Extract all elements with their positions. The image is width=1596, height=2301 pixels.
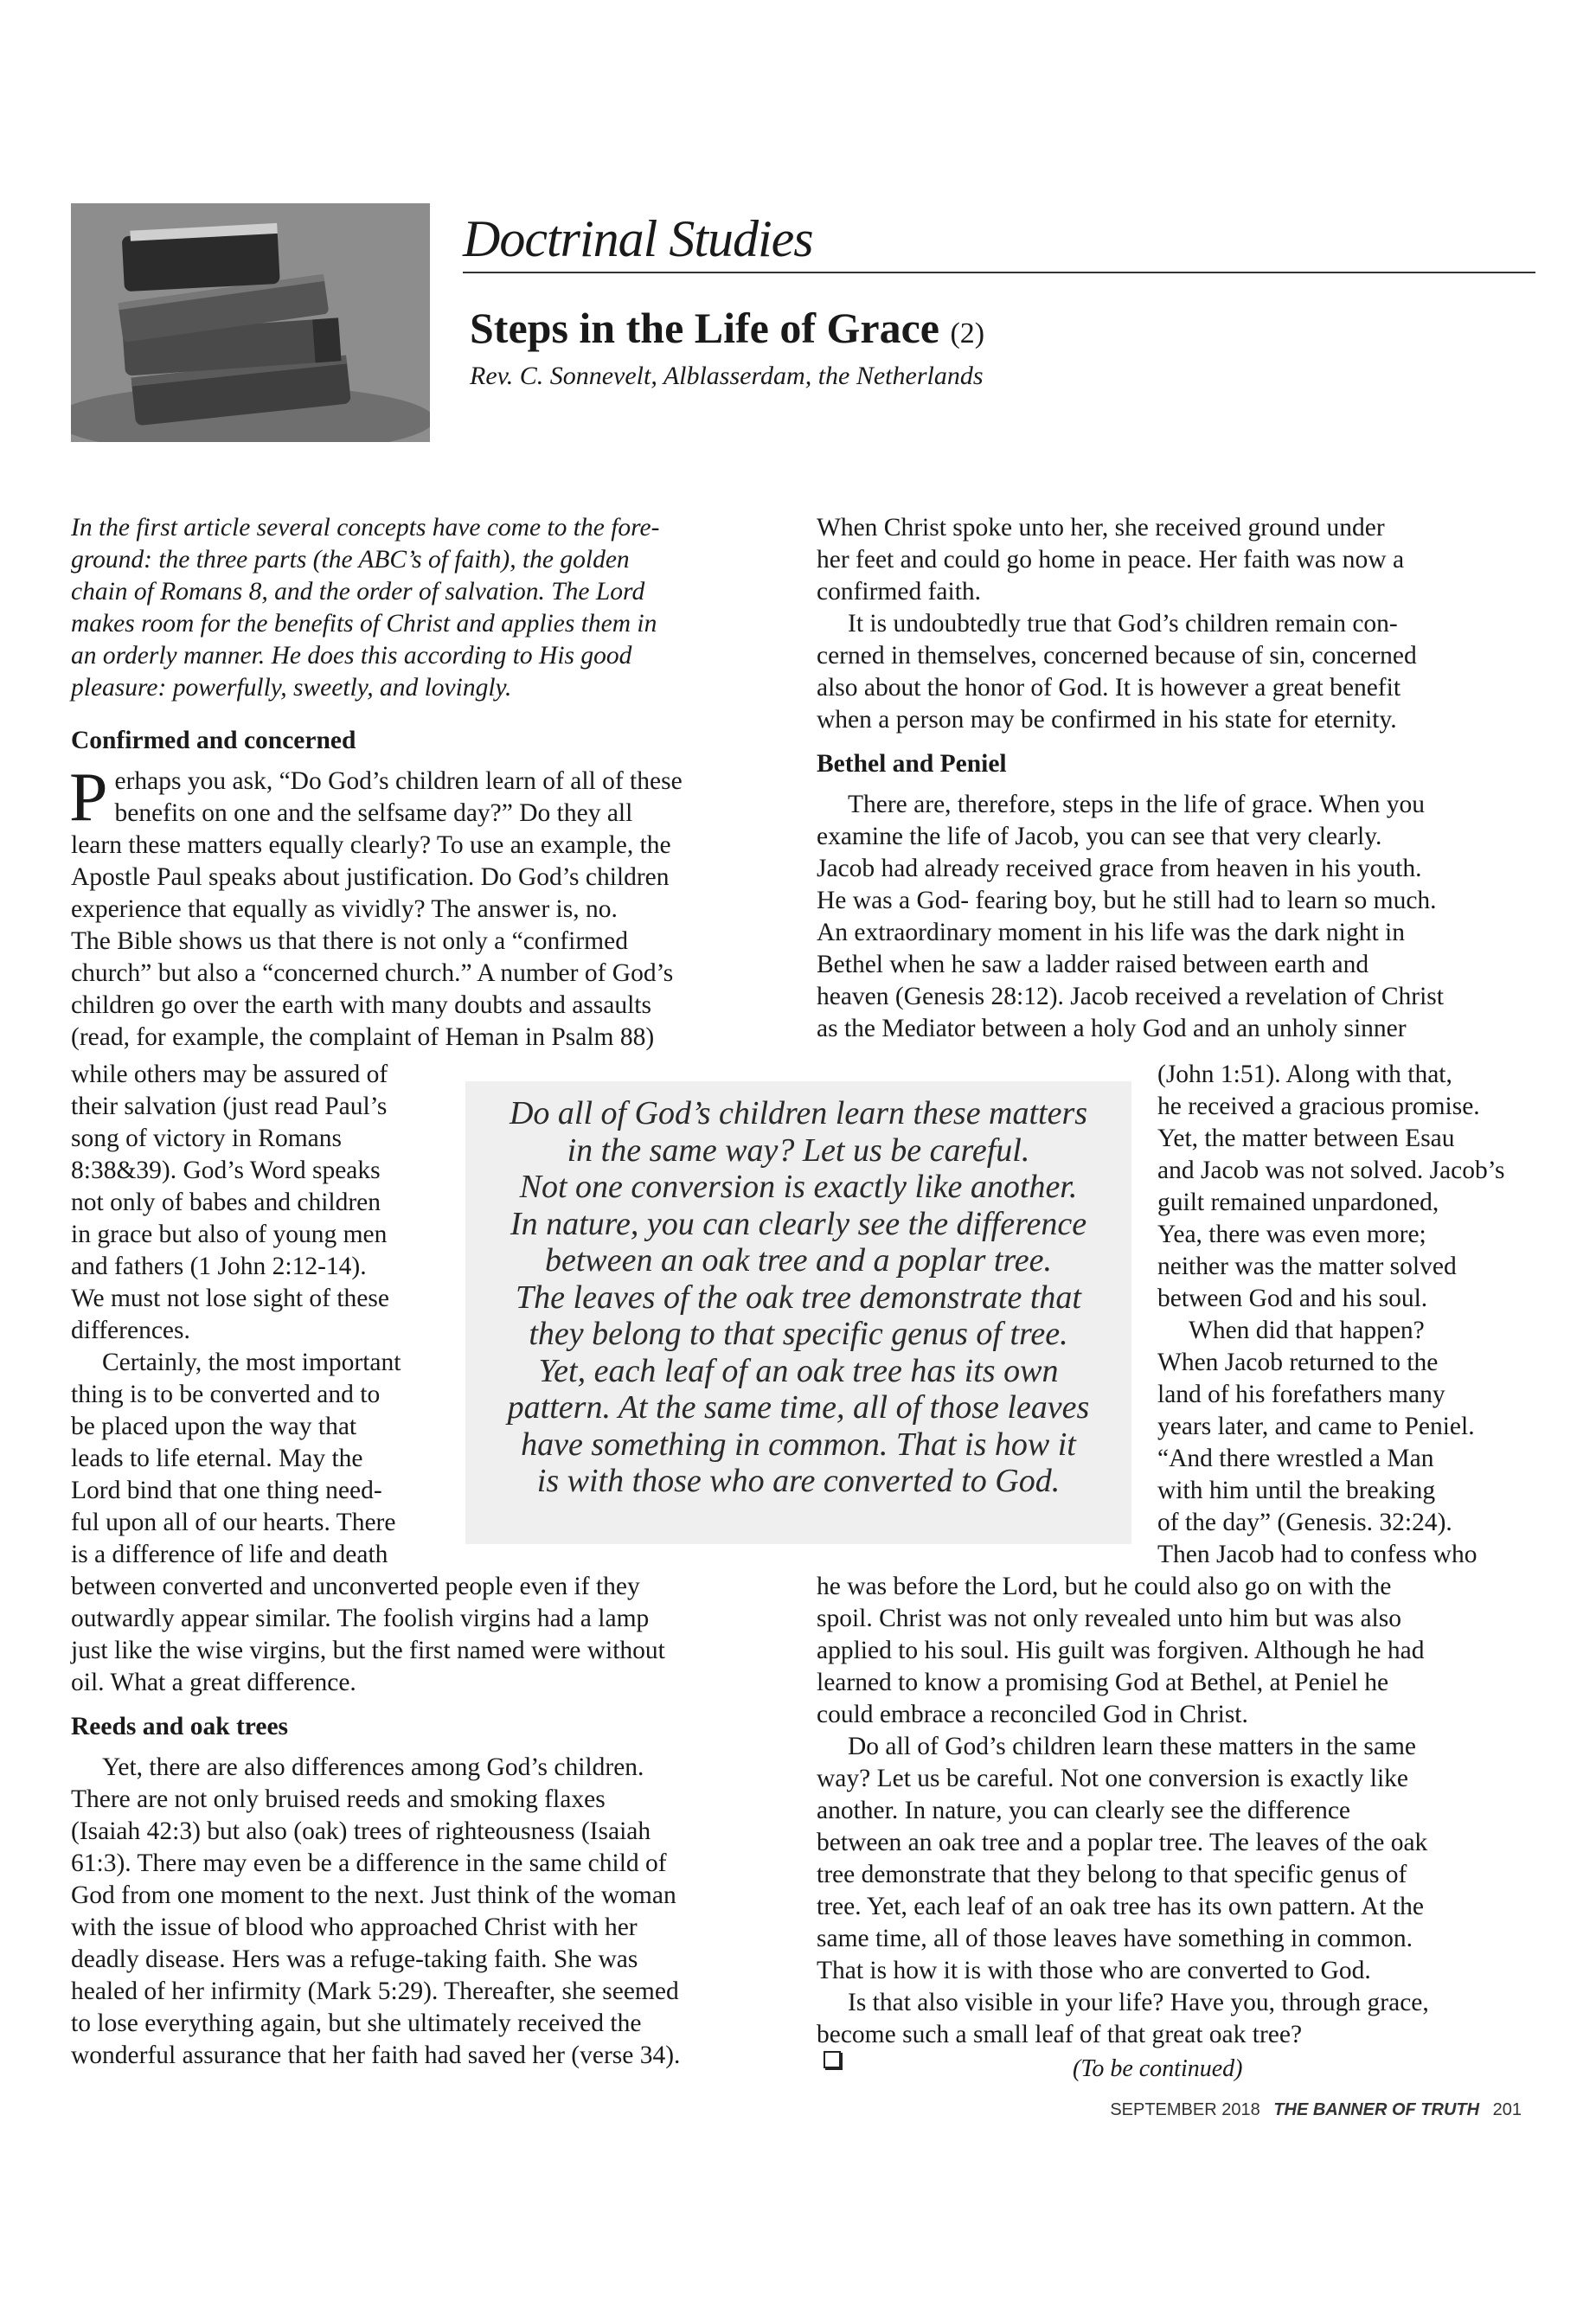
pull-quote-line: Yet, each leaf of an oak tree has its own [538,1352,1059,1389]
intro-paragraph [71,512,754,704]
text-line: There are not only bruised reeds and smoking flaxes [71,1785,606,1813]
text-line: with him until the breaking [1157,1477,1436,1504]
text-line: Bethel when he saw a ladder raised between earth and [817,951,1369,978]
pull-quote-line: In nature, you can clearly see the difference [510,1205,1087,1242]
text-line: The Bible shows us that there is not only a “confirmed [71,927,628,955]
left-column-bottom [71,1571,798,2072]
drop-cap: P [69,760,108,836]
text-line: years later, and came to Peniel. [1157,1413,1475,1440]
text-line: Yet, there are also differences among God’s children. [102,1753,644,1781]
heading-reeds: Reeds and oak trees [71,1713,289,1740]
pull-quote-line: between an oak tree and a poplar tree. [544,1242,1053,1279]
text-line: Do all of God’s children learn these matters in the same [848,1733,1416,1760]
text-line: in grace but also of young men [71,1221,388,1248]
text-line: and fathers (1 John 2:12-14). [71,1253,367,1280]
text-line: Yet, the matter between Esau [1157,1125,1455,1152]
right-column-narrow [1157,1059,1538,1571]
pull-quote-line: is with those who are converted to God. [536,1463,1061,1499]
text-line: not only of babes and children [71,1189,381,1216]
page-number: 201 [1492,2100,1522,2119]
left-column-narrow [71,1059,452,1571]
text-line: confirmed faith. [817,578,982,606]
text-line: while others may be assured of [71,1061,388,1088]
text-line: Lord bind that one thing need- [71,1477,382,1504]
text-line: children go over the earth with many doubts and assaults [71,991,651,1019]
text-line: their salvation (just read Paul’s [71,1093,388,1120]
text-line: “And there wrestled a Man [1157,1445,1434,1472]
footer-publication: THE BANNER OF TRUTH [1273,2100,1480,2119]
text-line: wonderful assurance that her faith had saved her (verse 34). [71,2041,681,2069]
text-line: It is undoubtedly true that God’s children remain con- [848,610,1398,638]
books-photo [71,203,430,442]
text-line-content: become such a small leaf of that great oak tree? [817,2021,1303,2048]
pull-quote-line: in the same way? Let us be careful. [567,1131,1030,1169]
text-line: tree. Yet, each leaf of an oak tree has its own pattern. At the [817,1893,1425,1920]
intro-line: pleasure: powerfully, sweetly, and lovingly. [71,674,512,702]
heading-bethel: Bethel and Peniel [817,750,1007,778]
text-line: When Jacob returned to the [1157,1349,1439,1376]
text-line: as the Mediator between a holy God and an unholy sinner [817,1015,1407,1042]
author-line: Rev. C. Sonnevelt, Alblasserdam, the Netherlands [470,362,984,390]
text-line: guilt remained unpardoned, [1157,1189,1439,1216]
left-column-top [71,725,780,1054]
text-line: song of victory in Romans [71,1125,343,1152]
text-line: spoil. Christ was not only revealed unto him but was also [817,1605,1401,1632]
text-line: outwardly appear similar. The foolish virgins had a lamp [71,1605,650,1632]
text-line: applied to his soul. His guilt was forgiven. Although he had [817,1637,1425,1664]
article-part: (2) [950,317,985,349]
text-line: examine the life of Jacob, you can see that very clearly. [817,823,1382,850]
text-line: That is how it is with those who are converted to God. [817,1957,1371,1984]
heading-confirmed: Confirmed and concerned [71,727,356,754]
text-line: differences. [71,1317,190,1344]
article-title [470,303,984,353]
intro-line: makes room for the benefits of Christ and applies them in [71,610,657,638]
pull-quote-line: Not one conversion is exactly like another. [519,1169,1078,1205]
text-line: An extraordinary moment in his life was the dark night in [817,919,1405,946]
text-line: of the day” (Genesis. 32:24). [1157,1509,1452,1536]
page-footer [1110,2100,1522,2120]
intro-line: chain of Romans 8, and the order of salvation. The Lord [71,578,645,606]
text-line: also about the honor of God. It is however a great benefit [817,674,1401,702]
text-line: could embrace a reconciled God in Christ. [817,1701,1248,1728]
text-line: (read, for example, the complaint of Heman in Psalm 88) [71,1023,655,1051]
text-line: he received a gracious promise. [1157,1093,1480,1120]
text-line: benefits on one and the selfsame day?” Do they all [114,799,633,827]
text-line: deadly disease. Hers was a refuge-taking faith. She was [71,1945,638,1973]
text-line: way? Let us be careful. Not one conversion is exactly like [817,1765,1408,1792]
text-line: Jacob had already received grace from heaven in his youth. [817,855,1422,882]
text-line: Is that also visible in your life? Have you, through grace, [848,1989,1429,2016]
text-line: When Christ spoke unto her, she received ground under [817,514,1385,542]
to-be-continued: (To be continued) [1073,2055,1243,2082]
text-line: between an oak tree and a poplar tree. The leaves of the oak [817,1829,1428,1856]
pull-quote-line: Do all of God’s children learn these matters [509,1095,1088,1131]
text-line: Certainly, the most important [102,1349,401,1376]
footer-date: SEPTEMBER 2018 [1110,2100,1260,2119]
text-line: oil. What a great difference. [71,1669,356,1696]
text-line: same time, all of those leaves have something in common. [817,1925,1413,1952]
text-line: cerned in themselves, concerned because of sin, concerned [817,642,1417,670]
end-mark-icon [824,2051,841,2068]
text-line: learn these matters equally clearly? To use an example, the [71,831,671,859]
text-line: 8:38&39). God’s Word speaks [71,1157,381,1184]
text-line: just like the wise virgins, but the first named were without [71,1637,665,1664]
text-line: church” but also a “concerned church.” A number of God’s [71,959,674,987]
pull-quote-box [465,1081,1131,1544]
text-line: 61:3). There may even be a difference in the same child of [71,1849,667,1877]
text-line: be placed upon the way that [71,1413,357,1440]
text-line: heaven (Genesis 28:12). Jacob received a revelation of Christ [817,983,1444,1010]
text-line: learned to know a promising God at Bethel, at Peniel he [817,1669,1389,1696]
intro-line: In the first article several concepts have come to the fore- [71,514,660,542]
text-line: her feet and could go home in peace. Her faith was now a [817,546,1405,574]
text-line: with the issue of blood who approached Christ with her [71,1913,638,1941]
right-column-bottom [817,1571,1543,2068]
text-line: healed of her infirmity (Mark 5:29). Thereafter, she seemed [71,1977,679,2005]
pull-quote-line: pattern. At the same time, all of those leaves [507,1389,1090,1426]
text-line: (John 1:51). Along with that, [1157,1061,1452,1088]
text-line: thing is to be converted and to [71,1381,381,1408]
text-line: tree demonstrate that they belong to that specific genus of [817,1861,1407,1888]
text-line: Apostle Paul speaks about justification. Do God’s children [71,863,670,891]
intro-line: an orderly manner. He does this according to His good [71,642,632,670]
pull-quote [465,1095,1131,1500]
text-line: when a person may be confirmed in his state for eternity. [817,706,1397,734]
text-line: When did that happen? [1189,1317,1425,1344]
text-line: neither was the matter solved [1157,1253,1457,1280]
text-line: We must not lose sight of these [71,1285,389,1312]
text-line: ful upon all of our hearts. There [71,1509,396,1536]
intro-line: ground: the three parts (the ABC’s of faith), the golden [71,546,630,574]
pull-quote-line: they belong to that specific genus of tree. [529,1316,1068,1352]
text-line: he was before the Lord, but he could also go on with the [817,1573,1392,1600]
text-line: to lose everything again, but she ultimately received the [71,2009,642,2037]
text-line: Yea, there was even more; [1157,1221,1426,1248]
article-title-text: Steps in the Life of Grace [470,304,939,352]
text-line: He was a God- fearing boy, but he still had to learn so much. [817,887,1437,914]
pull-quote-line: The leaves of the oak tree demonstrate that [516,1279,1081,1316]
right-column-top [817,512,1535,1045]
text-line: Then Jacob had to confess who [1157,1541,1477,1568]
stacked-books-image [71,203,430,442]
text-line: erhaps you ask, “Do God’s children learn of all of these [114,767,683,795]
text-line: and Jacob was not solved. Jacob’s [1157,1157,1505,1184]
text-line: (Isaiah 42:3) but also (oak) trees of righteousness (Isaiah [71,1817,651,1845]
text-line: God from one moment to the next. Just think of the woman [71,1881,676,1909]
text-line: between converted and unconverted people even if they [71,1573,640,1600]
section-title: Doctrinal Studies [463,210,813,267]
text-line: experience that equally as vividly? The answer is, no. [71,895,618,923]
text-line: another. In nature, you can clearly see the difference [817,1797,1351,1824]
pull-quote-line: have something in common. That is how it [521,1426,1076,1463]
text-line: leads to life eternal. May the [71,1445,363,1472]
text-line: There are, therefore, steps in the life of grace. When you [848,791,1425,818]
text-line: land of his forefathers many [1157,1381,1445,1408]
text-line: is a difference of life and death [71,1541,388,1568]
title-rule [463,272,1535,273]
text-line: between God and his soul. [1157,1285,1428,1312]
